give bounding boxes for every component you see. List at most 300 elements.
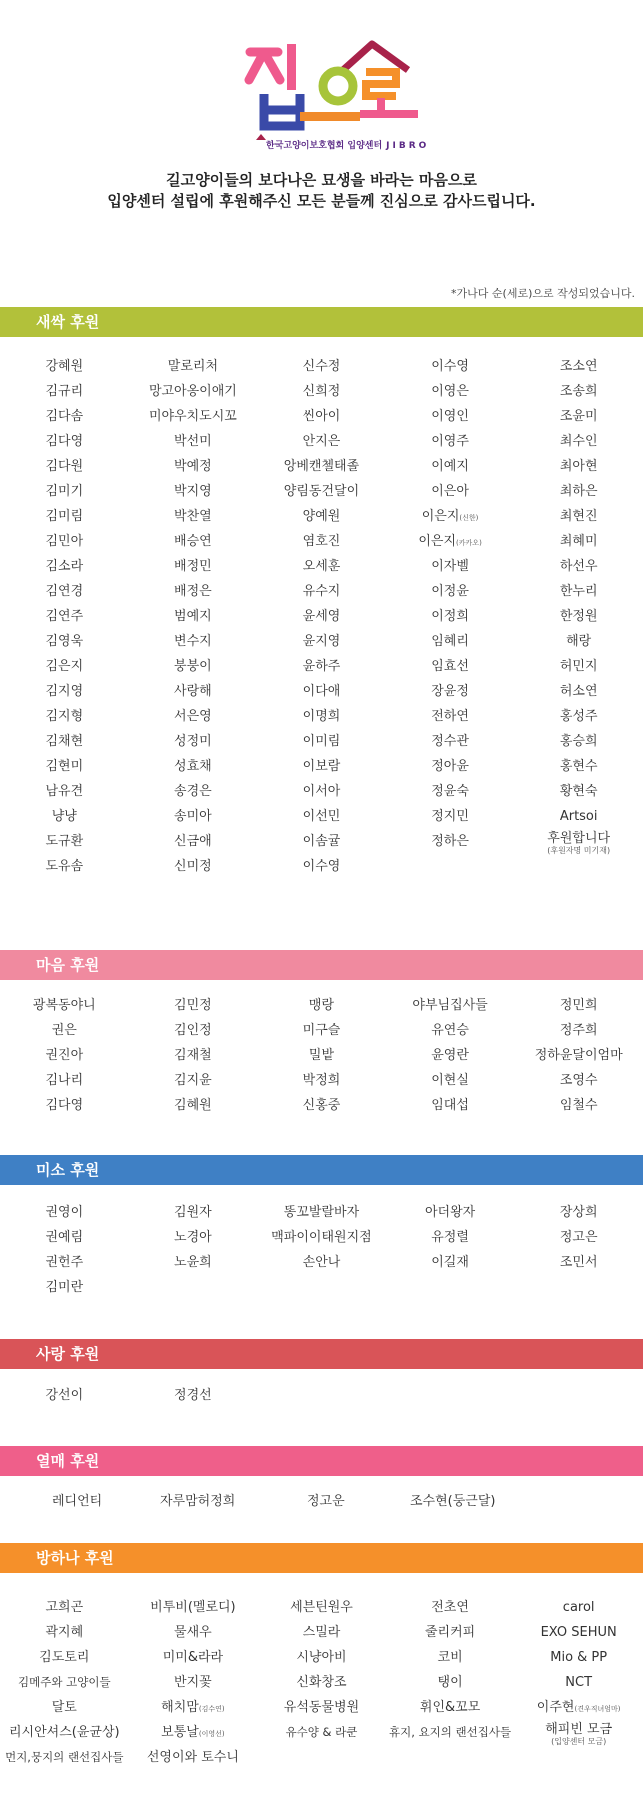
donor-row (0, 829, 643, 854)
donor-cell (514, 379, 643, 404)
donor-row (0, 1093, 643, 1118)
donor-cell (0, 1745, 129, 1770)
donor-name: 박찬열 (174, 509, 212, 524)
donor-name: 김연경 (45, 584, 84, 599)
donor-cell (514, 1068, 643, 1093)
donor-cell (257, 654, 386, 679)
donor-row (0, 1383, 643, 1408)
donor-cell (257, 379, 386, 404)
donor-cell (0, 1043, 129, 1068)
donor-cell (514, 1225, 643, 1250)
donor-name: 남유견 (45, 784, 84, 799)
donor-name: 스밀라 (302, 1625, 341, 1640)
donor-cell (386, 1275, 515, 1300)
donor-row (0, 1068, 643, 1093)
donor-cell (386, 554, 515, 579)
donor-cell (386, 704, 515, 729)
donor-cell (386, 854, 515, 879)
donor-name: 홍성주 (559, 709, 598, 724)
donor-name: 신수정 (302, 359, 341, 374)
logo-org-name: 한국고양이보호협회 입양센터 (266, 141, 383, 151)
donor-cell (386, 604, 515, 629)
donor-name-suffix: (견우직녀엄마) (574, 1705, 621, 1713)
donor-name: 아더왕자 (424, 1205, 476, 1220)
donor-cell (129, 1018, 258, 1043)
thank-you-line-1: 길고양이들의 보다나은 묘생을 바라는 마음으로 (166, 171, 477, 189)
donor-name: 홍현수 (559, 759, 598, 774)
donor-name: 유석동물병원 (283, 1700, 360, 1715)
donor-name: 성효채 (174, 759, 212, 774)
donor-cell (386, 379, 515, 404)
donor-row (0, 354, 643, 379)
donor-name: 이정윤 (431, 584, 469, 599)
donor-cell (257, 1093, 386, 1118)
donor-name: 망고아옹이애기 (148, 384, 237, 399)
donor-name: 정경선 (174, 1388, 212, 1403)
donor-row (0, 554, 643, 579)
donor-name: 이솜귤 (302, 834, 341, 849)
donor-name: 노경아 (174, 1230, 212, 1245)
donor-row (0, 1200, 643, 1225)
donor-grid-saessak (0, 354, 643, 879)
donor-row (0, 804, 643, 829)
donor-cell (514, 1720, 643, 1745)
donor-name: 윤영란 (431, 1048, 469, 1063)
donor-name: 이은아 (431, 484, 469, 499)
donor-row (0, 1695, 643, 1720)
donor-cell (514, 804, 643, 829)
donor-cell (0, 779, 129, 804)
donor-cell (129, 354, 258, 379)
donor-name: 송경은 (174, 784, 212, 799)
donor-cell (0, 479, 129, 504)
donor-cell (129, 529, 258, 554)
donor-row (0, 1043, 643, 1068)
donor-name: 이선민 (302, 809, 341, 824)
donor-cell (257, 454, 386, 479)
donor-cell (514, 1595, 643, 1620)
donor-name: 권은 (51, 1023, 77, 1038)
donor-cell (514, 1620, 643, 1645)
donor-name: 똥꼬발랄바자 (283, 1205, 360, 1220)
donor-row (0, 1645, 643, 1670)
donor-cell (0, 1018, 129, 1043)
donor-cell (129, 479, 258, 504)
donor-cell (386, 1720, 515, 1745)
donor-name: 조윤미 (559, 409, 598, 424)
donor-cell (514, 704, 643, 729)
thank-you-line-2: 입양센터 설립에 후원해주신 모든 분들께 진심으로 감사드립니다. (107, 192, 536, 210)
donor-cell (129, 579, 258, 604)
section-header-sarang (0, 1339, 643, 1369)
donor-row (0, 779, 643, 804)
donor-name: 김미림 (45, 509, 84, 524)
donor-name: 조수현(둥근달) (410, 1494, 496, 1509)
donor-cell (0, 454, 129, 479)
donor-name: 달토 (51, 1700, 77, 1715)
donor-name: 세븐틴원우 (290, 1600, 353, 1615)
donor-sub-note: (입양센터 모금) (551, 1737, 607, 1746)
section-header-yeolmae (0, 1446, 643, 1476)
donor-cell (514, 1275, 643, 1300)
donor-cell (514, 1383, 643, 1408)
donor-row (0, 629, 643, 654)
donor-name: 김영욱 (45, 634, 84, 649)
donor-name: 김다솜 (45, 409, 84, 424)
donor-name: 박선미 (174, 434, 212, 449)
donor-cell (129, 1275, 258, 1300)
donor-name: 최하은 (559, 484, 598, 499)
donor-cell (0, 1200, 129, 1225)
donor-cell (129, 1645, 258, 1670)
donor-name: 허민지 (559, 659, 598, 674)
donor-name: 이주현 (536, 1700, 575, 1715)
donor-name: 배승연 (174, 534, 212, 549)
donor-name: 김지영 (45, 684, 84, 699)
donor-cell (0, 354, 129, 379)
donor-name: 이자벨 (431, 559, 469, 574)
donor-cell (0, 1620, 129, 1645)
donor-cell (514, 1018, 643, 1043)
donor-grid-maeum (0, 993, 643, 1118)
donor-cell (386, 1200, 515, 1225)
donor-cell (257, 854, 386, 879)
donor-name: 김메주와 고양이들 (18, 1675, 111, 1689)
donor-cell (386, 404, 515, 429)
donor-name: 유수양 & 라쿤 (285, 1725, 358, 1739)
donor-name: 유정렬 (431, 1230, 469, 1245)
donor-row (0, 1250, 643, 1275)
donor-name: 서은영 (174, 709, 212, 724)
donor-cell (386, 529, 515, 554)
donor-cell (0, 654, 129, 679)
donor-cell (257, 1200, 386, 1225)
donor-cell (0, 679, 129, 704)
donor-name: 이다애 (302, 684, 341, 699)
donor-name: 이영은 (431, 384, 469, 399)
donor-name: Artsoi (559, 809, 598, 824)
donor-name: 휘인&꼬모 (419, 1700, 481, 1715)
donor-name: 사랑해 (174, 684, 212, 699)
donor-name: 김다원 (45, 459, 84, 474)
donor-cell (129, 1383, 258, 1408)
donor-cell (0, 1670, 129, 1695)
donor-name: 유수지 (302, 584, 341, 599)
donor-row (0, 1275, 643, 1300)
donor-row (0, 704, 643, 729)
donor-name: 냥냥 (51, 809, 77, 824)
donor-name: 정지민 (431, 809, 469, 824)
donor-cell (257, 704, 386, 729)
donor-cell (257, 993, 386, 1018)
donor-name: 정수관 (431, 734, 469, 749)
donor-cell (386, 993, 515, 1018)
donor-cell (257, 479, 386, 504)
donor-name: 비투비(멜로디) (150, 1600, 236, 1615)
donor-name: 김연주 (45, 609, 84, 624)
donor-cell (386, 1093, 515, 1118)
donor-row (0, 1670, 643, 1695)
donor-row (0, 854, 643, 879)
donor-cell (129, 1670, 258, 1695)
donor-name: 줄리커피 (424, 1625, 476, 1640)
donor-name: 레디언티 (52, 1494, 103, 1509)
donor-name: 조민서 (559, 1255, 598, 1270)
donor-name: 황현숙 (559, 784, 598, 799)
donor-name: 정고운 (307, 1494, 345, 1509)
donor-row (0, 754, 643, 779)
donor-name: 이수영 (302, 859, 341, 874)
donor-cell (0, 704, 129, 729)
donor-name: 김미기 (45, 484, 84, 499)
donor-name: 정민희 (559, 998, 598, 1013)
donor-cell (514, 354, 643, 379)
donor-cell (257, 1745, 386, 1770)
section-header-maeum (0, 950, 643, 980)
donor-name: 김규리 (45, 384, 84, 399)
donor-row (0, 579, 643, 604)
donor-cell (0, 1383, 129, 1408)
donor-grid-miso (0, 1200, 643, 1300)
donor-name: 이현실 (431, 1073, 469, 1088)
donor-row (0, 1018, 643, 1043)
donor-name: 김은지 (45, 659, 84, 674)
donor-cell (257, 1275, 386, 1300)
donor-cell (129, 604, 258, 629)
donor-cell (386, 1383, 515, 1408)
donor-cell (257, 679, 386, 704)
donor-cell (386, 829, 515, 854)
donor-name: 이예지 (431, 459, 469, 474)
donor-cell (386, 479, 515, 504)
donor-name: 김인정 (174, 1023, 212, 1038)
donor-cell (257, 1670, 386, 1695)
donor-row (0, 729, 643, 754)
donor-cell (514, 629, 643, 654)
donor-name: 장상희 (559, 1205, 598, 1220)
donor-name: 강혜원 (45, 359, 84, 374)
donor-name: carol (562, 1600, 595, 1615)
donor-cell (129, 504, 258, 529)
donor-name: 김혜원 (174, 1098, 212, 1113)
donor-name: 이은지 (418, 534, 457, 549)
donor-cell (129, 1250, 258, 1275)
donor-name: 조영수 (559, 1073, 598, 1088)
donor-name: 박정희 (302, 1073, 341, 1088)
donor-name: 변수지 (174, 634, 212, 649)
donor-name: 해치맘 (161, 1700, 199, 1715)
donor-cell (129, 1695, 258, 1720)
donor-name: 미구슬 (302, 1023, 341, 1038)
donor-row (0, 993, 643, 1018)
donor-grid-sarang (0, 1383, 643, 1408)
donor-name: 해피빈 모금 (545, 1722, 613, 1737)
donor-cell (257, 504, 386, 529)
donor-cell (386, 1695, 515, 1720)
donor-grid-banghana (0, 1595, 643, 1770)
donor-cell (0, 379, 129, 404)
donor-name: 신홍중 (302, 1098, 341, 1113)
donor-name: 도유솜 (45, 859, 84, 874)
donor-name: 붕붕이 (174, 659, 212, 674)
donor-name: 성정미 (174, 734, 212, 749)
donor-cell (386, 1745, 515, 1770)
donor-name: 전초연 (431, 1600, 469, 1615)
donor-cell (257, 629, 386, 654)
donor-cell (257, 754, 386, 779)
jibro-logo-mark (0, 0, 643, 150)
donor-cell (0, 1645, 129, 1670)
section-header-banghana (0, 1543, 643, 1573)
donor-cell (257, 1720, 386, 1745)
donor-cell (257, 1250, 386, 1275)
donor-name: 자루맘허정희 (160, 1494, 236, 1509)
donor-name: 물새우 (174, 1625, 212, 1640)
donor-cell (514, 429, 643, 454)
donor-cell (257, 1018, 386, 1043)
donor-cell (514, 479, 643, 504)
donor-name: 권진아 (45, 1048, 84, 1063)
donor-cell (129, 654, 258, 679)
donor-name: 광복동야니 (32, 998, 96, 1013)
donor-name: 조소연 (559, 359, 598, 374)
donor-cell (257, 1225, 386, 1250)
donor-name: 정윤숙 (431, 784, 469, 799)
donor-cell (129, 854, 258, 879)
donor-cell (129, 1595, 258, 1620)
donor-row (0, 504, 643, 529)
donor-row (0, 454, 643, 479)
donor-name: 염호진 (302, 534, 341, 549)
donor-cell (257, 1645, 386, 1670)
donor-name: 미미&라라 (162, 1650, 224, 1665)
donor-name: 양예원 (302, 509, 341, 524)
donor-cell (129, 1043, 258, 1068)
donor-name: 배정민 (174, 559, 212, 574)
donor-cell (129, 629, 258, 654)
donor-name: 조송희 (559, 384, 598, 399)
donor-cell (129, 1093, 258, 1118)
donor-cell (257, 1383, 386, 1408)
donor-name: 김미란 (45, 1280, 84, 1295)
donor-name: 시냥아비 (296, 1650, 347, 1665)
donor-name: 하선우 (559, 559, 598, 574)
donor-cell (514, 1645, 643, 1670)
donor-cell (386, 1018, 515, 1043)
donor-cell (0, 1250, 129, 1275)
donor-cell (514, 679, 643, 704)
donor-cell (129, 829, 258, 854)
donor-name: 반지꽃 (174, 1675, 212, 1690)
donor-name: 후원합니다 (547, 831, 611, 846)
donor-cell (514, 654, 643, 679)
donor-name: 탱이 (437, 1675, 463, 1690)
donor-name: 최혜미 (559, 534, 598, 549)
donor-name: 이수영 (431, 359, 469, 374)
section-header-miso (0, 1155, 643, 1185)
donor-name: 이영인 (431, 409, 469, 424)
donor-cell (514, 404, 643, 429)
donor-name: 김원자 (174, 1205, 212, 1220)
donor-cell (386, 729, 515, 754)
donor-name: 맹랑 (308, 998, 335, 1013)
donor-cell (257, 1620, 386, 1645)
donor-name: 오세훈 (302, 559, 341, 574)
donor-cell (386, 429, 515, 454)
donor-cell (386, 579, 515, 604)
donor-name: 김다영 (45, 1098, 84, 1113)
donor-name: 권헌주 (45, 1255, 84, 1270)
donor-name: 김지형 (45, 709, 84, 724)
donor-name: 선영이와 토수니 (146, 1750, 239, 1765)
donor-name: 김소라 (45, 559, 84, 574)
donor-cell (0, 404, 129, 429)
donor-cell (514, 1093, 643, 1118)
donor-cell (257, 804, 386, 829)
donor-name-suffix: (김수연) (198, 1705, 225, 1713)
donor-name: 한누리 (559, 584, 598, 599)
donor-cell (514, 854, 643, 879)
donor-cell (0, 1275, 129, 1300)
donor-name: 이영주 (431, 434, 469, 449)
donor-name: 김다영 (45, 434, 84, 449)
donor-cell (0, 993, 129, 1018)
donor-cell (0, 629, 129, 654)
donor-cell (514, 1043, 643, 1068)
section-title: 방하나 후원 (36, 1549, 114, 1567)
donor-cell (257, 579, 386, 604)
donor-cell (514, 1695, 643, 1720)
donor-cell (129, 554, 258, 579)
donor-sub-note: (후원자명 미기재) (547, 846, 611, 855)
donor-cell (0, 1595, 129, 1620)
donor-name: 김재철 (174, 1048, 212, 1063)
donor-name: 송미아 (174, 809, 212, 824)
donor-cell (386, 1620, 515, 1645)
donor-cell (386, 1225, 515, 1250)
section-header-saessak (0, 307, 643, 337)
donor-cell (257, 554, 386, 579)
donor-row (0, 1225, 643, 1250)
donor-row (0, 604, 643, 629)
donor-name: 정아윤 (431, 759, 469, 774)
donor-cell (0, 1068, 129, 1093)
donor-cell (514, 1200, 643, 1225)
donor-name: 이길재 (431, 1255, 469, 1270)
donor-cell (129, 993, 258, 1018)
donor-name: 최현진 (559, 509, 598, 524)
donor-name: 정하은 (431, 834, 469, 849)
donor-cell (514, 454, 643, 479)
donor-name: 앙베캔첼태졸 (283, 459, 360, 474)
donor-row (0, 404, 643, 429)
donor-name: 허소연 (559, 684, 598, 699)
donor-cell (0, 554, 129, 579)
donor-cell (0, 804, 129, 829)
donor-cell (0, 754, 129, 779)
donor-cell (129, 704, 258, 729)
donor-cell (386, 754, 515, 779)
donor-cell (129, 1720, 258, 1745)
donor-cell (129, 1225, 258, 1250)
donor-cell (514, 1670, 643, 1695)
donor-row (0, 529, 643, 554)
donor-cell (129, 404, 258, 429)
donor-name: 고희곤 (45, 1600, 84, 1615)
donor-row (0, 679, 643, 704)
donor-row (0, 1745, 643, 1770)
donor-name: 양림동건달이 (283, 484, 360, 499)
